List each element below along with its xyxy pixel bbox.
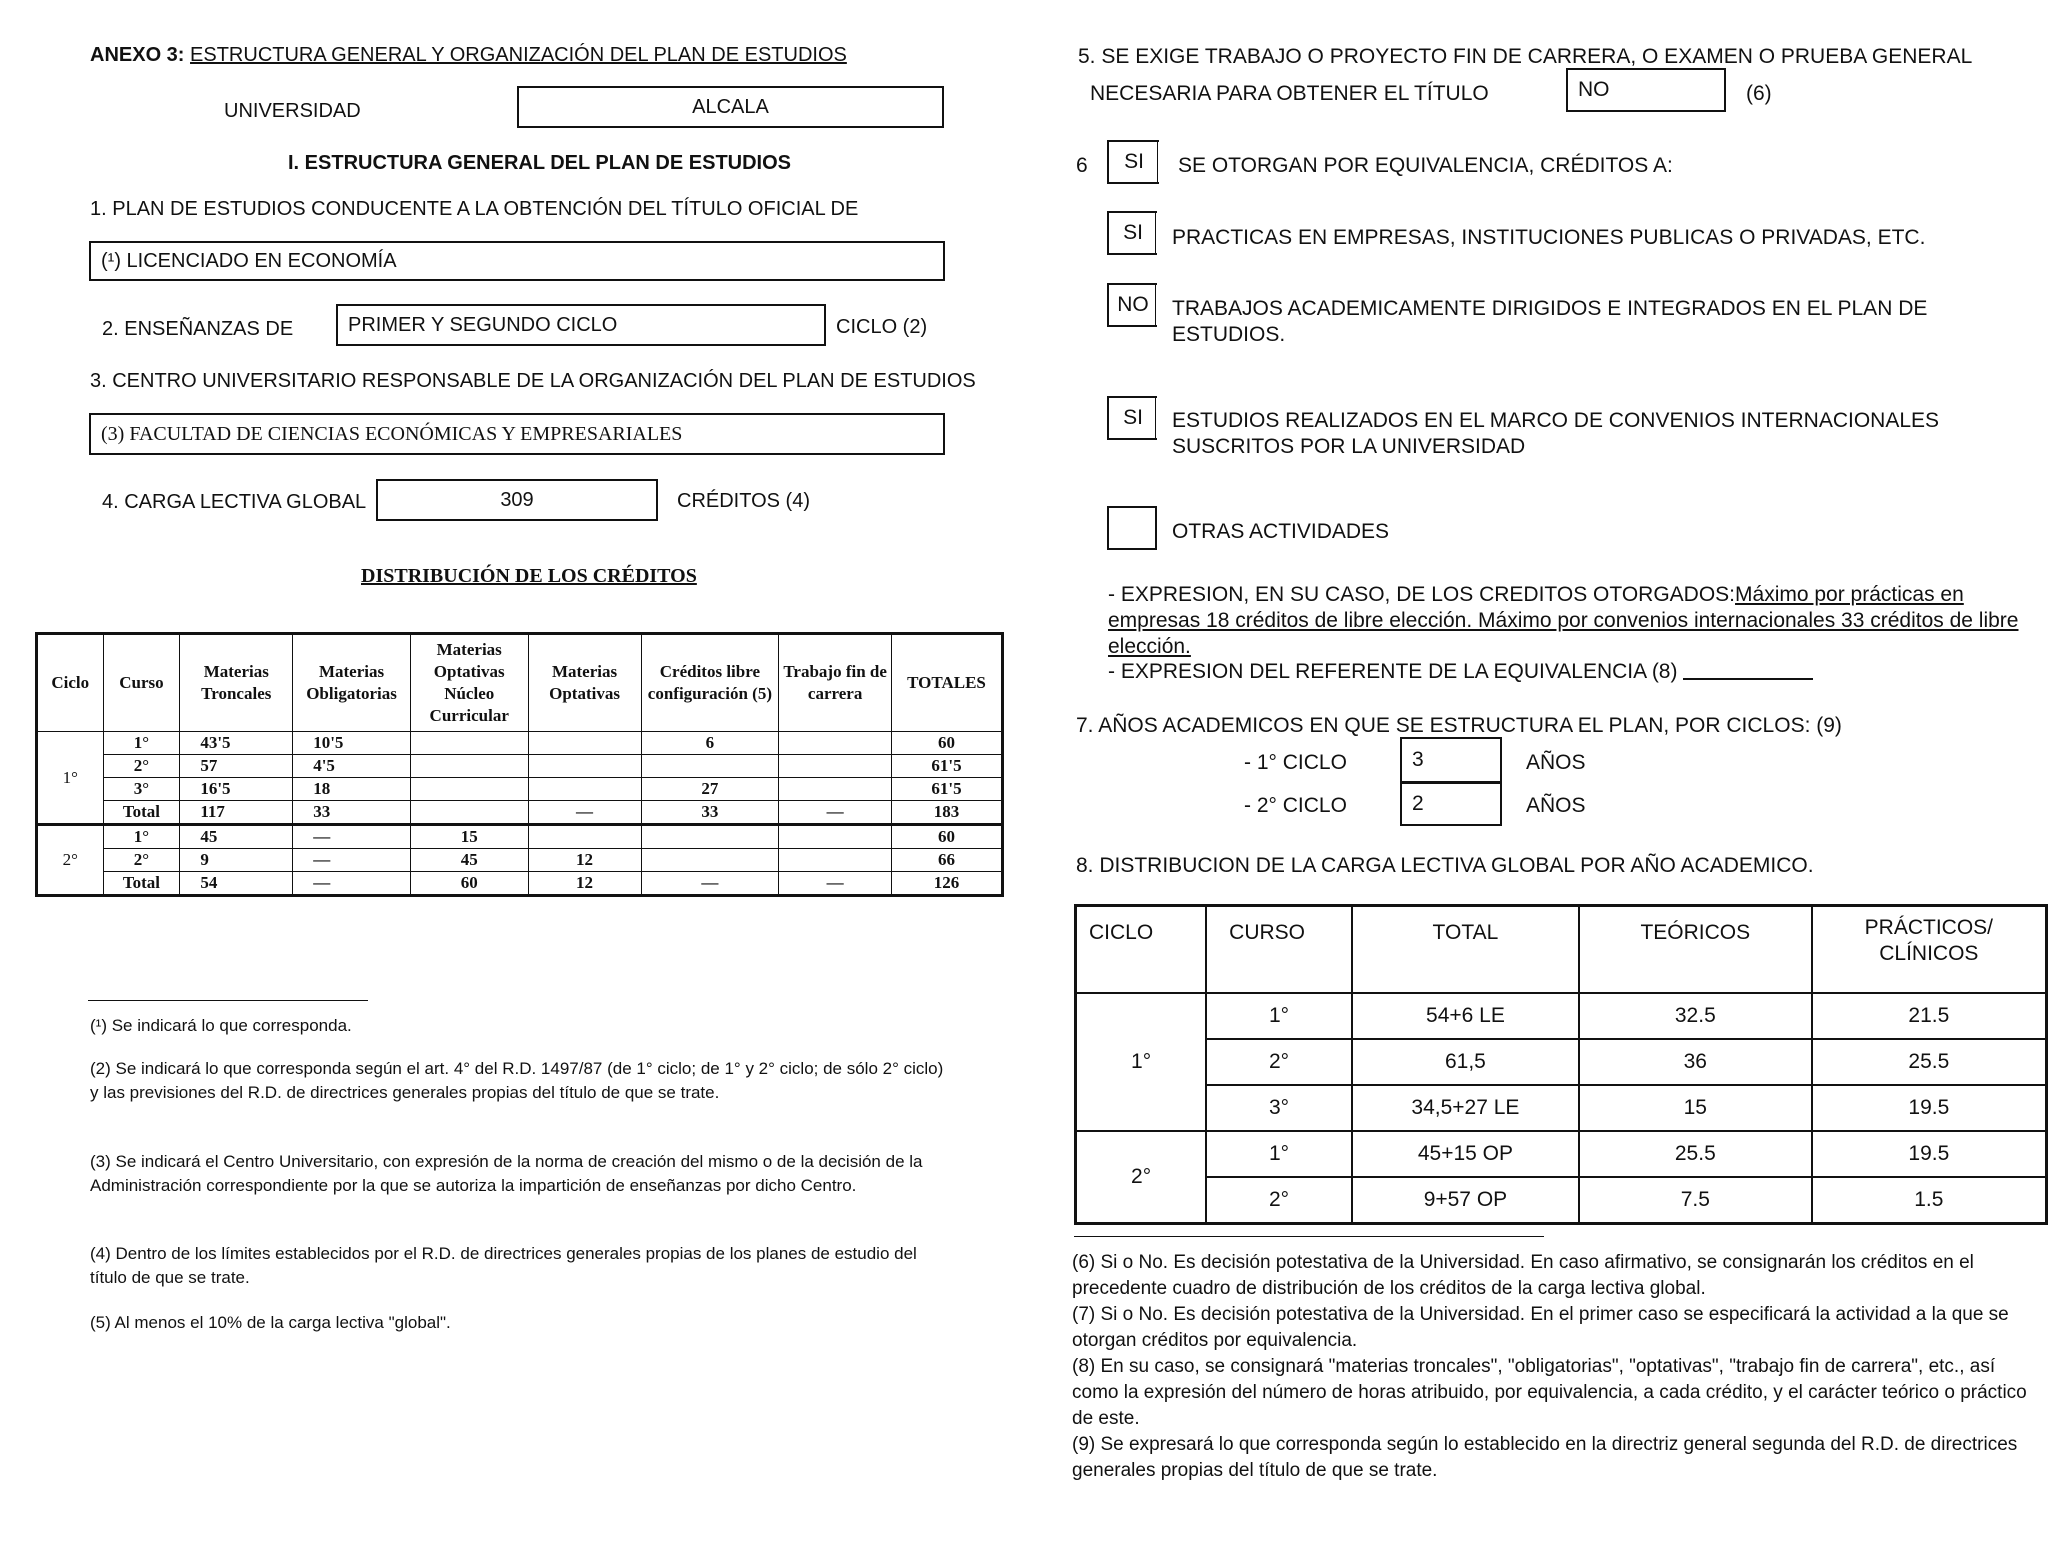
header-libre-configuracion: Créditos libre configuración (5) (641, 634, 779, 732)
footnote-7: (7) Si o No. Es decisión potestativa de la Universidad. En el primer caso se especificará la actividad a la que se otorgan créditos por equivalencia. (1072, 1304, 2009, 1351)
item-2-label: 2. ENSEÑANZAS DE (102, 318, 294, 340)
credits-expression: - EXPRESION, EN SU CASO, DE LOS CREDITOS OTORGADOS:Máximo por prácticas en empresas 18 créditos de libre elección. Máximo por convenios internacionales 33 créditos de libre elección. (1108, 583, 2019, 658)
degree-field: (¹) LICENCIADO EN ECONOMÍA (89, 241, 945, 281)
item-5-line-1: 5. SE EXIGE TRABAJO O PROYECTO FIN DE CARRERA, O EXAMEN O PRUEBA GENERAL (1078, 45, 1973, 68)
load-ciclo-cell: 1° (1076, 993, 1207, 1131)
load-header-curso: CURSO (1206, 906, 1352, 994)
final-exam-field: NO (1566, 68, 1726, 112)
option-trabajos-text: TRABAJOS ACADEMICAMENTE DIRIGIDOS E INTEGRADOS EN EL PLAN DE ESTUDIOS. (1172, 297, 1928, 346)
option-trabajos-field: NO (1107, 283, 1157, 327)
table-row: 1° 1° 54+6 LE 32.5 21.5 (1076, 993, 2047, 1039)
equivalence-referent: - EXPRESION DEL REFERENTE DE LA EQUIVALENCIA (8) (1108, 660, 1813, 684)
load-header-practicos: PRÁCTICOS/ CLÍNICOS (1812, 906, 2047, 994)
item-2-suffix: CICLO (2) (836, 316, 928, 338)
item-7-label: 7. AÑOS ACADEMICOS EN QUE SE ESTRUCTURA EL PLAN, POR CICLOS: (9) (1076, 714, 1842, 737)
credits-header-row (37, 634, 1003, 732)
item-4-label: 4. CARGA LECTIVA GLOBAL (102, 491, 367, 513)
footnote-3: (3) Se indicará el Centro Universitario, con expresión de la norma de creación del mismo o de la decisión de la Administración correspondiente por la que se autoriza la impartición de enseñanzas por dicho Centro. (90, 1152, 923, 1195)
footnote-6: (6) Si o No. Es decisión potestativa de la Universidad. En caso afirmativo, se consignarán los créditos en el precedente cuadro de distribución de los créditos de la carga lectiva global. (1072, 1252, 1974, 1299)
footnote-8: (8) En su caso, se consignará "materias troncales", "obligatorias", "optativas", "trabajo fin de carrera", etc., así como la expresión del número de horas atribuido, por equivalencia, a cada crédito, y el carácter teórico o práctico de este. (1072, 1356, 2027, 1429)
teaching-cycle-field: PRIMER Y SEGUNDO CICLO (336, 304, 826, 346)
load-table (1074, 904, 2048, 1225)
ciclo-cell: 2° (37, 825, 104, 896)
item-8-label: 8. DISTRIBUCION DE LA CARGA LECTIVA GLOBAL POR AÑO ACADEMICO. (1076, 854, 1814, 877)
credits-expression-value: Máximo por prácticas en empresas 18 créditos de libre elección. Máximo por convenios internacionales 33 créditos de libre elección. (1108, 583, 2019, 658)
university-label: UNIVERSIDAD (224, 100, 361, 122)
item-6-text: SE OTORGAN POR EQUIVALENCIA, CRÉDITOS A: (1178, 154, 1673, 177)
table-row: 2° 61,5 36 25.5 (1076, 1039, 2047, 1085)
header-optativas-nucleo: Materias Optativas Núcleo Curricular (410, 634, 528, 732)
option-otras-field (1107, 506, 1157, 550)
item-4-suffix: CRÉDITOS (4) (677, 490, 810, 512)
load-ciclo-cell: 2° (1076, 1131, 1207, 1224)
footnote-1: (¹) Se indicará lo que corresponda. (90, 1016, 352, 1035)
university-field: ALCALA (517, 86, 944, 128)
header-optativas: Materias Optativas (528, 634, 641, 732)
credits-table (35, 632, 1004, 897)
cycle-1-unit: AÑOS (1526, 751, 1586, 774)
footnote-5: (5) Al menos el 10% de la carga lectiva "global". (90, 1313, 451, 1332)
item-5-line-2: NECESARIA PARA OBTENER EL TÍTULO (1090, 82, 1489, 105)
distribution-title: DISTRIBUCIÓN DE LOS CRÉDITOS (361, 565, 697, 587)
footnote-divider (88, 1000, 368, 1001)
header-troncales: Materias Troncales (180, 634, 293, 732)
footnote-4: (4) Dentro de los límites establecidos por el R.D. de directrices generales propias de los planes de estudio del título de que se trate. (90, 1244, 917, 1287)
item-5-note: (6) (1746, 82, 1772, 105)
table-row: 3° 16'5 18 27 61'5 (37, 778, 1003, 801)
table-row: 3° 34,5+27 LE 15 19.5 (1076, 1085, 2047, 1131)
header-ciclo: Ciclo (37, 634, 104, 732)
item-6-number: 6 (1076, 154, 1088, 177)
cycle-2-years-field: 2 (1400, 782, 1502, 826)
load-header-row (1076, 906, 2047, 994)
table-row: 2° 1° 45 — 15 60 (37, 825, 1003, 849)
cycle-2-label: - 2° CICLO (1244, 794, 1347, 817)
load-header-ciclo: CICLO (1076, 906, 1207, 994)
load-header-total: TOTAL (1352, 906, 1579, 994)
annex-title: ESTRUCTURA GENERAL Y ORGANIZACIÓN DEL PLAN DE ESTUDIOS (190, 44, 847, 66)
global-load-field: 309 (376, 479, 658, 521)
table-row: 2° 9+57 OP 7.5 1.5 (1076, 1177, 2047, 1224)
annex-heading: ANEXO 3: ESTRUCTURA GENERAL Y ORGANIZACIÓN DEL PLAN DE ESTUDIOS (90, 44, 847, 66)
item-1-label: 1. PLAN DE ESTUDIOS CONDUCENTE A LA OBTENCIÓN DEL TÍTULO OFICIAL DE (90, 198, 859, 220)
footnote-divider-right (1074, 1236, 1544, 1237)
header-trabajo-fin: Trabajo fin de carrera (779, 634, 892, 732)
header-curso: Curso (103, 634, 180, 732)
option-practicas-field: SI (1107, 211, 1157, 255)
option-convenios-field: SI (1107, 396, 1157, 440)
footnote-2: (2) Se indicará lo que corresponda según el art. 4° del R.D. 1497/87 (de 1° ciclo; de 1° y 2° ciclo; de sólo 2° ciclo) y las previsiones del R.D. de directrices generales propias del título de que se trate. (90, 1059, 944, 1102)
ciclo-cell: 1° (37, 732, 104, 825)
table-row: 2° 9 — 45 12 66 (37, 849, 1003, 872)
faculty-field: (3) FACULTAD DE CIENCIAS ECONÓMICAS Y EMPRESARIALES (89, 413, 945, 455)
table-row-total: Total 117 33 — 33 — 183 (37, 801, 1003, 825)
table-row: 1° 1° 43'5 10'5 6 60 (37, 732, 1003, 755)
option-practicas-text: PRACTICAS EN EMPRESAS, INSTITUCIONES PUBLICAS O PRIVADAS, ETC. (1172, 226, 1926, 249)
cycle-2-unit: AÑOS (1526, 794, 1586, 817)
section-title: I. ESTRUCTURA GENERAL DEL PLAN DE ESTUDIOS (288, 152, 792, 174)
load-header-teoricos: TEÓRICOS (1579, 906, 1812, 994)
table-row: 2° 57 4'5 61'5 (37, 755, 1003, 778)
cycle-1-label: - 1° CICLO (1244, 751, 1347, 774)
item-3-label: 3. CENTRO UNIVERSITARIO RESPONSABLE DE LA ORGANIZACIÓN DEL PLAN DE ESTUDIOS (90, 370, 976, 392)
header-obligatorias: Materias Obligatorias (293, 634, 411, 732)
option-convenios-text: ESTUDIOS REALIZADOS EN EL MARCO DE CONVENIOS INTERNACIONALES SUSCRITOS POR LA UNIVERSIDAD (1172, 409, 1940, 458)
equivalence-field: SI (1107, 140, 1159, 184)
table-row-total: Total 54 — 60 12 — — 126 (37, 872, 1003, 896)
table-row: 2° 1° 45+15 OP 25.5 19.5 (1076, 1131, 2047, 1177)
footnote-9: (9) Se expresará lo que corresponda según lo establecido en la directriz general segunda del R.D. de directrices generales propias del título de que se trate. (1072, 1434, 2018, 1481)
cycle-1-years-field: 3 (1400, 737, 1502, 783)
header-totales: TOTALES (892, 634, 1003, 732)
option-otras-text: OTRAS ACTIVIDADES (1172, 520, 1390, 543)
